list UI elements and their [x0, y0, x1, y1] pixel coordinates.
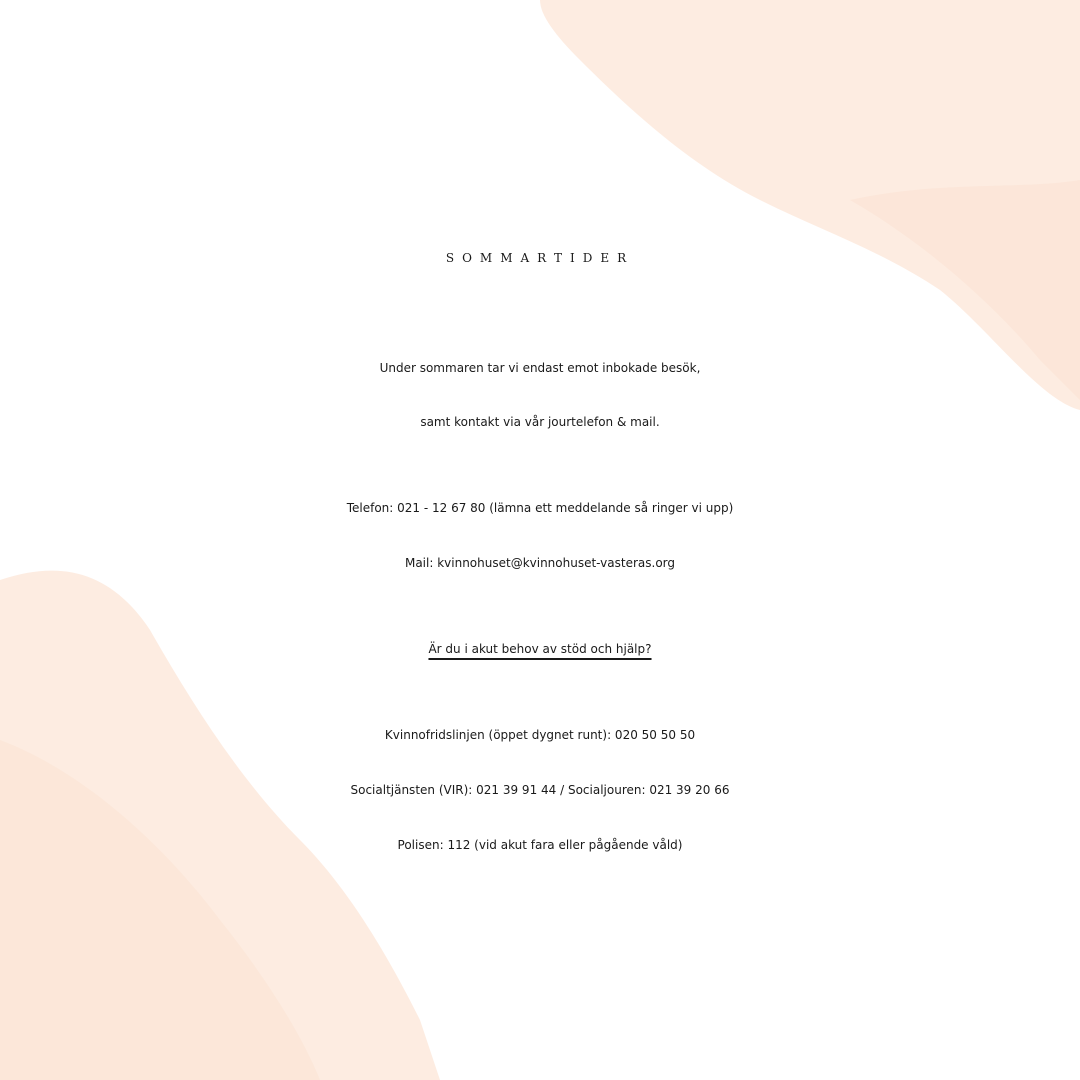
help-question-link[interactable]: Är du i akut behov av stöd och hjälp?	[428, 642, 652, 656]
intro-line-1: Under sommaren tar vi endast emot inbokade besök,	[379, 361, 701, 375]
phone-line: Telefon: 021 - 12 67 80 (lämna ett meddelande så ringer vi upp)	[346, 501, 734, 515]
page-title: SOMMARTIDER	[445, 251, 635, 265]
social-services-line: Socialtjänsten (VIR): 021 39 91 44 / Socialjouren: 021 39 20 66	[350, 783, 730, 797]
mail-line: Mail: kvinnohuset@kvinnohuset-vasteras.org	[404, 556, 676, 570]
police-line: Polisen: 112 (vid akut fara eller pågående våld)	[397, 838, 683, 852]
hotline-line: Kvinnofridslinjen (öppet dygnet runt): 020 50 50 50	[384, 728, 696, 742]
intro-line-2: samt kontakt via vår jourtelefon & mail.	[420, 415, 660, 429]
help-question-row	[0, 629, 1080, 669]
